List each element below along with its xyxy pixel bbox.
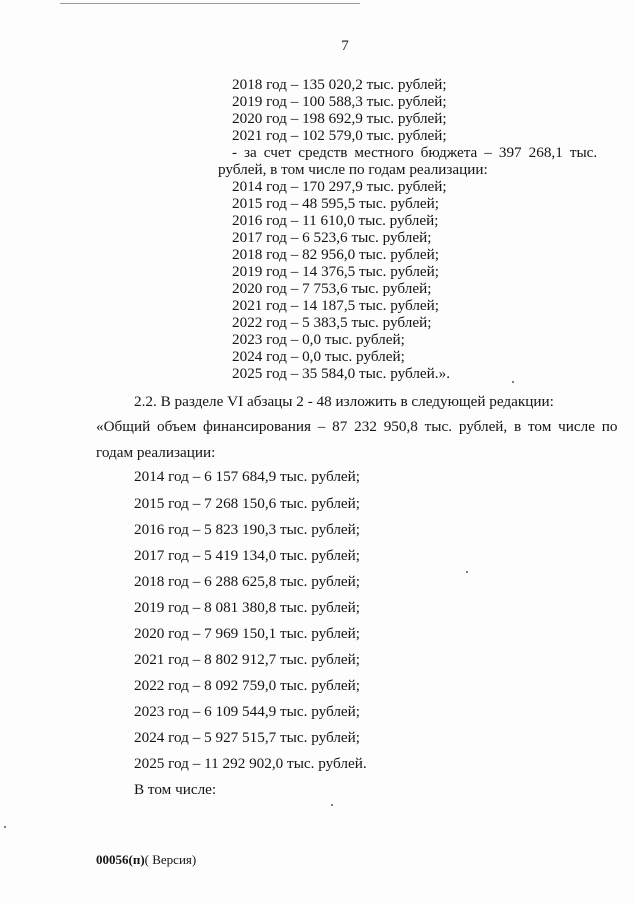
year-line: 2022 год – 5 383,5 тыс. рублей; — [232, 314, 432, 331]
list-item: 2019 год – 8 081 380,8 тыс. рублей; — [134, 599, 361, 616]
section-heading: 2.2. В разделе VI абзацы 2 - 48 изложить в следующей редакции: — [134, 393, 554, 410]
page-number: 7 — [341, 38, 349, 54]
year-line: 2018 год – 135 020,2 тыс. рублей; — [232, 76, 447, 93]
year-line: 2025 год – 35 584,0 тыс. рублей.». — [232, 365, 450, 382]
year-line: 2021 год – 102 579,0 тыс. рублей; — [232, 127, 447, 144]
list-item: 2015 год – 7 268 150,6 тыс. рублей; — [134, 495, 361, 512]
year-line: 2018 год – 82 956,0 тыс. рублей; — [232, 246, 440, 263]
list-item: 2017 год – 5 419 134,0 тыс. рублей; — [134, 547, 361, 564]
year-line: 2014 год – 170 297,9 тыс. рублей; — [232, 178, 447, 195]
list-item: 2016 год – 5 823 190,3 тыс. рублей; — [134, 521, 361, 538]
year-line: 2016 год – 11 610,0 тыс. рублей; — [232, 212, 439, 229]
year-line: 2020 год – 7 753,6 тыс. рублей; — [232, 280, 432, 297]
document-footer — [96, 852, 196, 868]
year-line: 2015 год – 48 595,5 тыс. рублей; — [232, 195, 440, 212]
list-item: 2024 год – 5 927 515,7 тыс. рублей; — [134, 729, 361, 746]
total-financing-line: «Общий объем финансирования – 87 232 950,8 тыс. рублей, в том числе по — [96, 418, 618, 435]
scan-speck — [4, 826, 6, 828]
scan-speck — [466, 571, 468, 573]
list-item: 2025 год – 11 292 902,0 тыс. рублей. — [134, 755, 367, 772]
total-financing-continuation: годам реализации: — [96, 444, 216, 461]
year-line: 2019 год – 14 376,5 тыс. рублей; — [232, 263, 440, 280]
list-item: 2022 год – 8 092 759,0 тыс. рублей; — [134, 677, 361, 694]
year-line: 2024 год – 0,0 тыс. рублей; — [232, 348, 405, 365]
year-line: 2017 год – 6 523,6 тыс. рублей; — [232, 229, 432, 246]
year-line: 2020 год – 198 692,9 тыс. рублей; — [232, 110, 447, 127]
year-line: 2019 год – 100 588,3 тыс. рублей; — [232, 93, 447, 110]
local-budget-line: - за счет средств местного бюджета – 397 268,1 тыс. — [232, 144, 598, 161]
top-scan-line — [60, 3, 360, 4]
document-code: 00056(п) — [96, 852, 145, 867]
scan-speck — [512, 381, 514, 383]
list-item: 2020 год – 7 969 150,1 тыс. рублей; — [134, 625, 361, 642]
list-item: 2023 год – 6 109 544,9 тыс. рублей; — [134, 703, 361, 720]
scan-speck — [331, 804, 333, 806]
list-item: 2014 год – 6 157 684,9 тыс. рублей; — [134, 468, 361, 485]
document-version: ( Версия) — [144, 852, 197, 867]
year-line: 2023 год – 0,0 тыс. рублей; — [232, 331, 405, 348]
year-line: 2021 год – 14 187,5 тыс. рублей; — [232, 297, 440, 314]
including-label: В том числе: — [134, 781, 217, 798]
local-budget-continuation: рублей, в том числе по годам реализации: — [218, 161, 488, 178]
list-item: 2018 год – 6 288 625,8 тыс. рублей; — [134, 573, 361, 590]
list-item: 2021 год – 8 802 912,7 тыс. рублей; — [134, 651, 361, 668]
